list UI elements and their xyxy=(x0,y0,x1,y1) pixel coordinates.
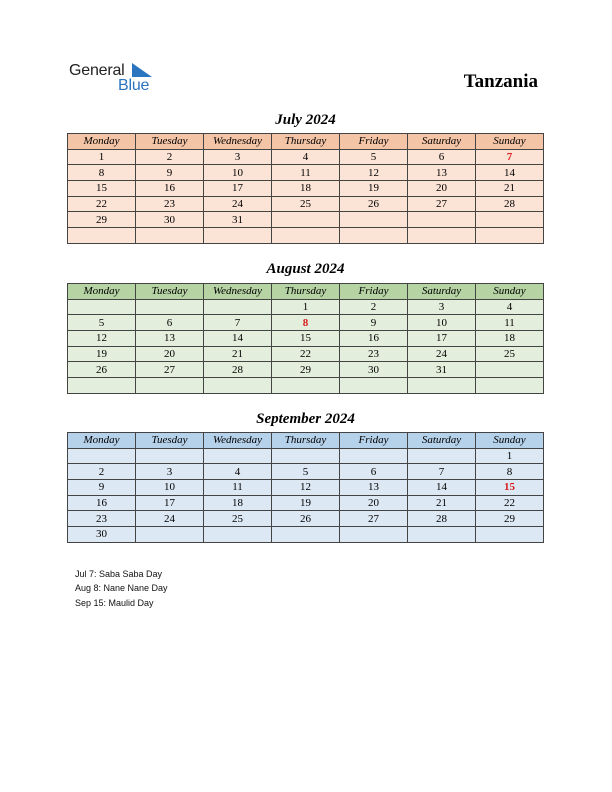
week-row xyxy=(68,299,544,315)
day-cell: 3 xyxy=(204,149,272,165)
day-cell xyxy=(272,212,340,228)
day-cell: 26 xyxy=(68,362,136,378)
day-cell: 21 xyxy=(408,495,476,511)
weekday-header: Saturday xyxy=(408,134,476,150)
week-row xyxy=(68,511,544,527)
day-cell: 1 xyxy=(68,149,136,165)
day-cell: 26 xyxy=(272,511,340,527)
day-cell: 12 xyxy=(272,480,340,496)
day-cell xyxy=(272,228,340,244)
day-cell: 19 xyxy=(68,346,136,362)
week-row xyxy=(68,527,544,543)
calendar-september xyxy=(67,432,544,543)
day-cell xyxy=(136,448,204,464)
holiday-notes xyxy=(75,567,168,610)
day-cell xyxy=(340,527,408,543)
logo-word-blue: Blue xyxy=(118,77,150,94)
day-cell: 10 xyxy=(408,315,476,331)
day-cell xyxy=(408,527,476,543)
day-cell: 28 xyxy=(476,196,544,212)
day-cell xyxy=(136,228,204,244)
day-cell xyxy=(68,448,136,464)
logo-word-general: General xyxy=(69,62,125,79)
day-cell xyxy=(272,527,340,543)
day-cell: 23 xyxy=(68,511,136,527)
weekday-header: Saturday xyxy=(408,433,476,449)
weekday-header: Monday xyxy=(68,284,136,300)
day-cell: 27 xyxy=(408,196,476,212)
day-cell xyxy=(476,228,544,244)
day-cell xyxy=(204,448,272,464)
day-cell: 25 xyxy=(476,346,544,362)
day-cell: 19 xyxy=(272,495,340,511)
day-cell: 28 xyxy=(408,511,476,527)
day-cell: 15 xyxy=(272,331,340,347)
week-row xyxy=(68,378,544,394)
weekday-header: Thursday xyxy=(272,433,340,449)
day-cell: 14 xyxy=(204,331,272,347)
day-cell xyxy=(408,378,476,394)
day-cell: 19 xyxy=(340,181,408,197)
day-cell: 8 xyxy=(68,165,136,181)
day-cell xyxy=(68,228,136,244)
day-cell: 1 xyxy=(476,448,544,464)
weekday-header: Wednesday xyxy=(204,433,272,449)
day-cell: 17 xyxy=(136,495,204,511)
holiday-day-cell: 8 xyxy=(272,315,340,331)
day-cell: 14 xyxy=(476,165,544,181)
day-cell: 27 xyxy=(340,511,408,527)
day-cell: 29 xyxy=(68,212,136,228)
day-cell xyxy=(136,299,204,315)
day-cell: 3 xyxy=(136,464,204,480)
weekday-header: Tuesday xyxy=(136,134,204,150)
generalblue-logo xyxy=(68,60,168,96)
month-title-september: September 2024 xyxy=(256,411,355,427)
calendar-july xyxy=(67,133,544,244)
week-row xyxy=(68,228,544,244)
day-cell xyxy=(272,448,340,464)
day-cell: 30 xyxy=(68,527,136,543)
day-cell: 11 xyxy=(476,315,544,331)
day-cell: 4 xyxy=(204,464,272,480)
day-cell: 9 xyxy=(136,165,204,181)
day-cell: 30 xyxy=(136,212,204,228)
day-cell: 3 xyxy=(408,299,476,315)
weekday-header-row xyxy=(68,134,544,150)
week-row xyxy=(68,212,544,228)
day-cell xyxy=(204,378,272,394)
day-cell: 5 xyxy=(68,315,136,331)
day-cell: 16 xyxy=(136,181,204,197)
holiday-note: Sep 15: Maulid Day xyxy=(75,597,154,608)
day-cell: 10 xyxy=(136,480,204,496)
weekday-header: Thursday xyxy=(272,134,340,150)
day-cell: 10 xyxy=(204,165,272,181)
day-cell: 6 xyxy=(340,464,408,480)
weekday-header: Friday xyxy=(340,284,408,300)
day-cell xyxy=(340,228,408,244)
day-cell: 21 xyxy=(476,181,544,197)
week-row xyxy=(68,315,544,331)
day-cell xyxy=(408,228,476,244)
day-cell: 16 xyxy=(340,331,408,347)
day-cell xyxy=(136,527,204,543)
day-cell: 17 xyxy=(204,181,272,197)
day-cell: 25 xyxy=(272,196,340,212)
month-title-august: August 2024 xyxy=(266,261,345,277)
day-cell: 17 xyxy=(408,331,476,347)
calendar-august xyxy=(67,283,544,394)
day-cell: 5 xyxy=(340,149,408,165)
day-cell: 31 xyxy=(408,362,476,378)
day-cell: 22 xyxy=(272,346,340,362)
day-cell: 20 xyxy=(136,346,204,362)
day-cell: 13 xyxy=(408,165,476,181)
day-cell: 7 xyxy=(204,315,272,331)
day-cell: 18 xyxy=(204,495,272,511)
day-cell xyxy=(204,527,272,543)
day-cell: 25 xyxy=(204,511,272,527)
day-cell: 2 xyxy=(136,149,204,165)
weekday-header-row xyxy=(68,433,544,449)
weekday-header: Sunday xyxy=(476,134,544,150)
day-cell xyxy=(476,527,544,543)
week-row xyxy=(68,149,544,165)
day-cell: 2 xyxy=(340,299,408,315)
holiday-day-cell: 15 xyxy=(476,480,544,496)
day-cell: 30 xyxy=(340,362,408,378)
day-cell xyxy=(68,299,136,315)
day-cell: 29 xyxy=(476,511,544,527)
day-cell: 23 xyxy=(136,196,204,212)
day-cell: 2 xyxy=(68,464,136,480)
day-cell: 28 xyxy=(204,362,272,378)
day-cell: 15 xyxy=(68,181,136,197)
day-cell: 4 xyxy=(476,299,544,315)
day-cell: 16 xyxy=(68,495,136,511)
day-cell xyxy=(136,378,204,394)
weekday-header: Wednesday xyxy=(204,134,272,150)
day-cell: 1 xyxy=(272,299,340,315)
day-cell: 11 xyxy=(204,480,272,496)
day-cell: 4 xyxy=(272,149,340,165)
day-cell: 9 xyxy=(68,480,136,496)
week-row xyxy=(68,346,544,362)
day-cell xyxy=(204,228,272,244)
day-cell xyxy=(408,212,476,228)
week-row xyxy=(68,362,544,378)
weekday-header: Tuesday xyxy=(136,284,204,300)
day-cell xyxy=(408,448,476,464)
day-cell xyxy=(340,448,408,464)
day-cell: 22 xyxy=(476,495,544,511)
day-cell: 18 xyxy=(476,331,544,347)
day-cell xyxy=(272,378,340,394)
weekday-header: Tuesday xyxy=(136,433,204,449)
weekday-header: Friday xyxy=(340,433,408,449)
day-cell: 29 xyxy=(272,362,340,378)
day-cell: 26 xyxy=(340,196,408,212)
week-row xyxy=(68,495,544,511)
logo-triangle-icon xyxy=(132,63,152,77)
weekday-header: Monday xyxy=(68,134,136,150)
day-cell: 13 xyxy=(136,331,204,347)
weekday-header: Sunday xyxy=(476,433,544,449)
day-cell xyxy=(340,378,408,394)
week-row xyxy=(68,181,544,197)
weekday-header: Monday xyxy=(68,433,136,449)
day-cell: 13 xyxy=(340,480,408,496)
day-cell xyxy=(204,299,272,315)
day-cell: 22 xyxy=(68,196,136,212)
week-row xyxy=(68,165,544,181)
holiday-day-cell: 7 xyxy=(476,149,544,165)
day-cell: 5 xyxy=(272,464,340,480)
day-cell: 24 xyxy=(408,346,476,362)
day-cell: 6 xyxy=(408,149,476,165)
weekday-header: Thursday xyxy=(272,284,340,300)
week-row xyxy=(68,480,544,496)
day-cell: 11 xyxy=(272,165,340,181)
holiday-note: Aug 8: Nane Nane Day xyxy=(75,583,168,594)
day-cell: 27 xyxy=(136,362,204,378)
day-cell: 6 xyxy=(136,315,204,331)
day-cell: 21 xyxy=(204,346,272,362)
week-row xyxy=(68,196,544,212)
day-cell: 23 xyxy=(340,346,408,362)
day-cell xyxy=(476,378,544,394)
weekday-header: Sunday xyxy=(476,284,544,300)
holiday-note: Jul 7: Saba Saba Day xyxy=(75,569,163,579)
day-cell xyxy=(68,378,136,394)
day-cell: 24 xyxy=(204,196,272,212)
weekday-header: Wednesday xyxy=(204,284,272,300)
day-cell: 31 xyxy=(204,212,272,228)
day-cell: 14 xyxy=(408,480,476,496)
day-cell: 12 xyxy=(340,165,408,181)
day-cell: 24 xyxy=(136,511,204,527)
day-cell xyxy=(476,212,544,228)
day-cell: 18 xyxy=(272,181,340,197)
day-cell: 7 xyxy=(408,464,476,480)
month-title-july: July 2024 xyxy=(275,112,336,128)
day-cell: 20 xyxy=(340,495,408,511)
week-row xyxy=(68,464,544,480)
country-title: Tanzania xyxy=(463,71,538,92)
week-row xyxy=(68,331,544,347)
day-cell xyxy=(340,212,408,228)
weekday-header: Saturday xyxy=(408,284,476,300)
day-cell: 12 xyxy=(68,331,136,347)
weekday-header-row xyxy=(68,284,544,300)
day-cell: 20 xyxy=(408,181,476,197)
day-cell: 8 xyxy=(476,464,544,480)
day-cell xyxy=(476,362,544,378)
weekday-header: Friday xyxy=(340,134,408,150)
day-cell: 9 xyxy=(340,315,408,331)
week-row xyxy=(68,448,544,464)
